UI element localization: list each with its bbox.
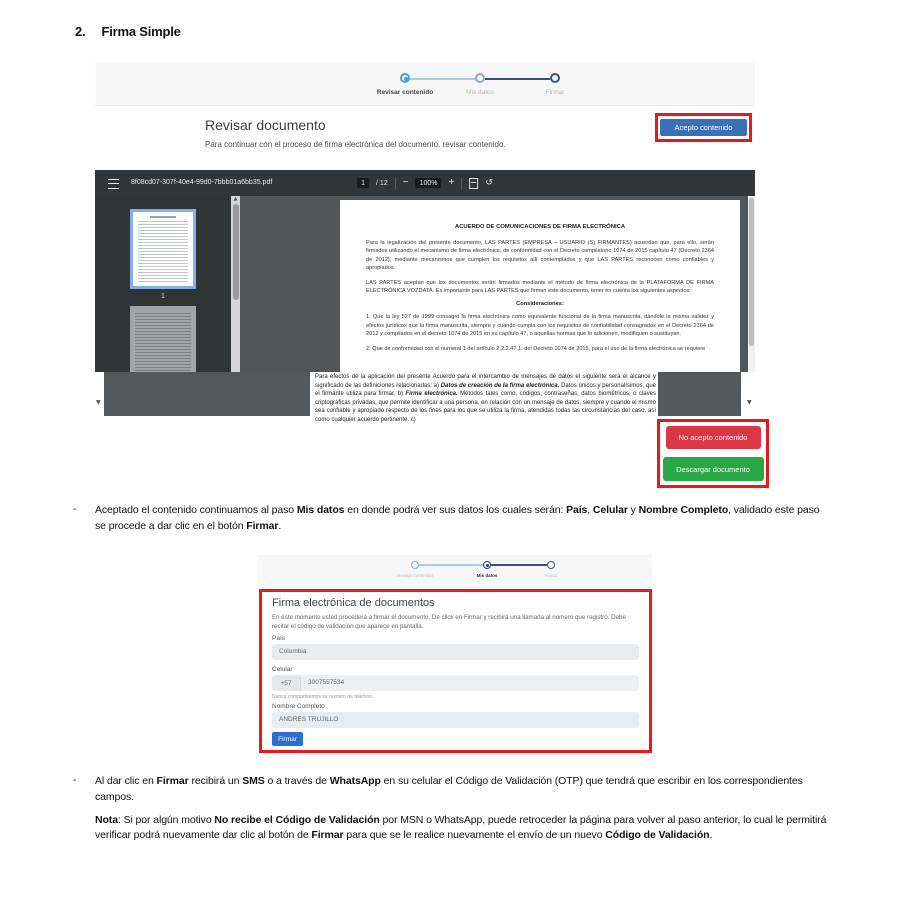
stepper-connector — [410, 78, 475, 80]
thumbnail-page-number: 1 — [161, 293, 165, 300]
pdf-document-page — [340, 200, 740, 372]
pdf-viewer-body — [95, 196, 755, 372]
step-firmar[interactable] — [547, 561, 555, 569]
phone-field-group — [272, 675, 639, 691]
highlight-box-form — [259, 589, 652, 753]
phone-number-field[interactable]: 3007557534 — [301, 675, 639, 691]
nota-text: . — [709, 829, 713, 842]
rotate-icon[interactable]: ↺ — [485, 178, 493, 188]
reject-content-button[interactable]: No acepto contenido — [666, 426, 761, 449]
fit-page-icon[interactable] — [469, 178, 478, 189]
pdf-toolbar-controls — [357, 170, 493, 196]
bullet-text-bold: Mis datos — [296, 504, 345, 516]
page-thumbnail-2[interactable] — [130, 306, 196, 372]
bullet-paragraph — [95, 774, 833, 844]
country-label: País — [272, 635, 286, 642]
download-document-button[interactable]: Descargar documento — [663, 457, 764, 481]
page-number-input[interactable]: 1 — [357, 178, 369, 188]
zoom-in-icon[interactable]: + — [448, 177, 455, 188]
zoom-level: 100% — [416, 178, 442, 188]
bullet-text-block — [95, 774, 833, 806]
nota-text: por MSN o WhatsApp, puede retroceder la página para volver al paso anterior, lo cual le permitirá verificar podrá nuevamente dar clic al botón de — [95, 813, 827, 842]
page-total-label: / 12 — [376, 179, 388, 187]
nota-bold: Firmar — [311, 829, 344, 842]
section-title: Firma Simple — [101, 24, 181, 39]
bullet-text: , — [587, 504, 593, 516]
bullet-text: . — [278, 519, 282, 532]
menu-icon[interactable] — [108, 179, 119, 189]
stepper-connector — [419, 564, 483, 566]
step-firmar[interactable] — [550, 73, 560, 83]
step-label: Mis datos — [476, 573, 498, 578]
highlight-box-actions — [657, 419, 769, 488]
overflow-text: Métodos tales como, códigos, contraseñas, datos biométricos, o claves criptográficas privadas, que permite identificar a una persona, en relación con un mensaje de datos, siempre y cuando el mismo sea confiable y apropiado respecto de los fines para los que se utiliza la firma, atendidas todas las circunstancias del caso, así como cualquier acuerdo pertinente. c) — [315, 391, 656, 423]
step-revisar-contenido[interactable] — [411, 561, 419, 569]
bullet-text: recibirá un — [188, 775, 243, 787]
sidebar-scrollbar[interactable] — [231, 196, 240, 372]
bullet-text-bold: Nombre Completo — [638, 504, 729, 516]
toolbar-divider — [461, 178, 462, 189]
pdf-thumbnail-sidebar — [95, 196, 231, 372]
country-field[interactable]: Colombia — [272, 644, 639, 660]
thumbnail-text-lines — [150, 216, 176, 218]
bullet-paragraph — [95, 503, 833, 535]
nota-text: para que se le realice nuevamente el envío de un nuevo — [343, 829, 606, 842]
scroll-up-arrow[interactable]: ▲ — [233, 196, 238, 202]
page-subtitle: Para continuar con el proceso de firma electrónica del documento, revisar contenido. — [205, 140, 506, 149]
stepper-bar — [95, 62, 755, 106]
pdf-filename: 8f08cd07-307f-40e4-99d0-7bbb01a6bb35.pdf — [131, 179, 273, 186]
document-paragraph: Para la legalización del presente documento, LAS PARTES (EMPRESA – USUARIO (S) FIRMANTES) acuerdan que, para ello, serán firmados utilizando el mecanismo de firma electrónica; de conformidad con el Decreto compilatorio 1074 de 2015 capítulo 47 (Decreto 2364 de 2012), mediante mecanismos que cumplen los requisitos allí contemplados y que LAS PARTES reconocen como confiables y apropiados. — [366, 240, 714, 272]
nota-bold: No recibe el Código de Validación — [214, 813, 380, 826]
scrollbar-thumb[interactable] — [233, 204, 239, 300]
stepper-bar — [258, 555, 652, 588]
step-label: Revisar contenido — [376, 89, 434, 96]
phone-label: Celular — [272, 666, 293, 673]
step-mis-datos[interactable] — [483, 561, 491, 569]
step-label: Firmar — [545, 89, 565, 96]
overflow-text: Para efectos de la aplicación del presente Acuerdo para el intercambio de mensajes de datos el siguiente será el alcance y significado de las definiciones relacionadas: a) — [315, 374, 656, 389]
bullet-text: y — [627, 504, 639, 516]
name-label: Nombre Completo — [272, 703, 325, 710]
viewer-grey-panel — [658, 372, 741, 416]
overflow-text: Datos únicos y personalísimos, que el firmante utiliza para firmar. b) — [315, 382, 656, 398]
nota-text-block — [95, 813, 833, 845]
bullet-text: en donde podrá ver sus datos los cuales serán: — [344, 504, 567, 516]
step-revisar-contenido[interactable] — [400, 73, 410, 83]
scroll-down-arrow[interactable]: ▼ — [747, 399, 752, 406]
full-name-field[interactable]: ANDRES TRUJILLO — [272, 712, 639, 728]
overflow-text-bold: Datos de creación de la firma electrónica. — [440, 382, 560, 389]
bullet-text: Aceptado el contenido continuamos al paso — [95, 504, 297, 516]
pdf-toolbar — [95, 170, 755, 196]
document-paragraph: 1. Que la ley 527 de 1999 consagró la firma electrónica como equivalente funcional de la firma manuscrita, dándole la misma validez y efectos jurídicos que la firma manuscrita, siempre y cuando cumpla con los requisitos de confiabilidad consagrados en el Decreto 2364 de 2012 y compilados en el decreto 1074 de 2015 en su capítulo 47, o aquellas normas que lo adicionen, modifiquen o sustituyan. — [366, 314, 714, 338]
accept-content-button[interactable]: Acepto contenido — [660, 119, 747, 136]
section-number: 2. — [75, 24, 86, 39]
zoom-out-icon[interactable]: − — [402, 177, 409, 188]
document-scrollbar[interactable] — [748, 196, 755, 372]
bullet-text-bold: País — [566, 504, 588, 516]
nota-bold: Código de Validación — [605, 829, 710, 842]
form-title: Firma electrónica de documentos — [272, 597, 435, 609]
document-paragraph: 2. Que de conformidad con el numeral 1 del artículo 2.2.2.47.1. del Decreto 1074 de 2015, para el uso de la firma electrónica se requiere — [366, 345, 706, 352]
bullet-text: en su celular el Código de Validación (OTP) que tendrá que escribir en los correspondientes campos. — [95, 775, 803, 803]
bullet-text-bold: SMS — [242, 775, 265, 787]
step-label: Firmar — [544, 573, 558, 578]
page-title: Revisar documento — [205, 117, 326, 133]
page-thumbnail-1[interactable] — [130, 209, 196, 289]
document-overflow-text — [315, 373, 656, 424]
overflow-text-bold: Firma electrónica. — [405, 391, 458, 398]
signature-form — [262, 592, 649, 750]
nota-text: : Si por algún motivo — [117, 813, 215, 826]
bullet-text-bold: Firmar — [246, 519, 279, 532]
document-paragraph: LAS PARTES aceptan que los documentos serán firmados mediante el método de firma electrónica de la PLATAFORMA DE FIRMA ELECTRÓNICA VOZDATA. Es importante para LAS PARTES que firman este documento, tener en cuenta los siguientes aspectos: — [366, 279, 714, 294]
form-description: En este momento usted procederá a firmar el documento. De click en Firmar y recibirá una llamada al número que registró. Debe recitar el código de validación que aparece en pantalla. — [272, 614, 626, 630]
bullet-text-bold: Celular — [592, 504, 628, 516]
step-mis-datos[interactable] — [475, 73, 485, 83]
scrollbar-thumb[interactable] — [749, 198, 754, 346]
bullet-text: o a través de — [264, 775, 330, 787]
phone-prefix-field[interactable]: +57 — [272, 675, 301, 691]
stepper-connector — [491, 564, 547, 566]
bullet-dash: - — [73, 503, 77, 515]
step-active-dot — [404, 77, 408, 81]
bullet-dash: - — [73, 774, 77, 786]
toolbar-divider — [395, 178, 396, 189]
stepper-connector — [485, 78, 550, 80]
step-label: Mis datos — [466, 89, 494, 96]
firmar-button[interactable]: Firmar — [272, 732, 303, 746]
thumbnail-text-lines — [135, 313, 191, 372]
bullet-text-bold: Firmar — [156, 775, 189, 787]
step-active-dot — [486, 564, 489, 567]
phone-helper-text: Nunca compartiremos su número de teléfono. — [272, 694, 374, 700]
pdf-main-area — [240, 196, 748, 372]
document-subheading: Consideraciones: — [516, 301, 564, 308]
viewer-grey-panel — [104, 372, 310, 416]
nota-bold: Nota — [95, 813, 118, 826]
highlight-box-accept — [655, 113, 752, 142]
document-title: ACUERDO DE COMUNICACIONES DE FIRMA ELECTRÓNICA — [454, 224, 626, 230]
thumbnail-text-lines — [138, 221, 188, 282]
bullet-text-bold: WhatsApp — [329, 775, 381, 787]
bullet-text: , validado este paso se procede a dar clic en el botón — [95, 504, 820, 532]
section-heading — [75, 24, 181, 39]
step-label: Revisar contenido — [396, 573, 434, 578]
scroll-down-arrow[interactable]: ▼ — [96, 399, 101, 406]
bullet-text: Al dar clic en — [95, 775, 157, 787]
